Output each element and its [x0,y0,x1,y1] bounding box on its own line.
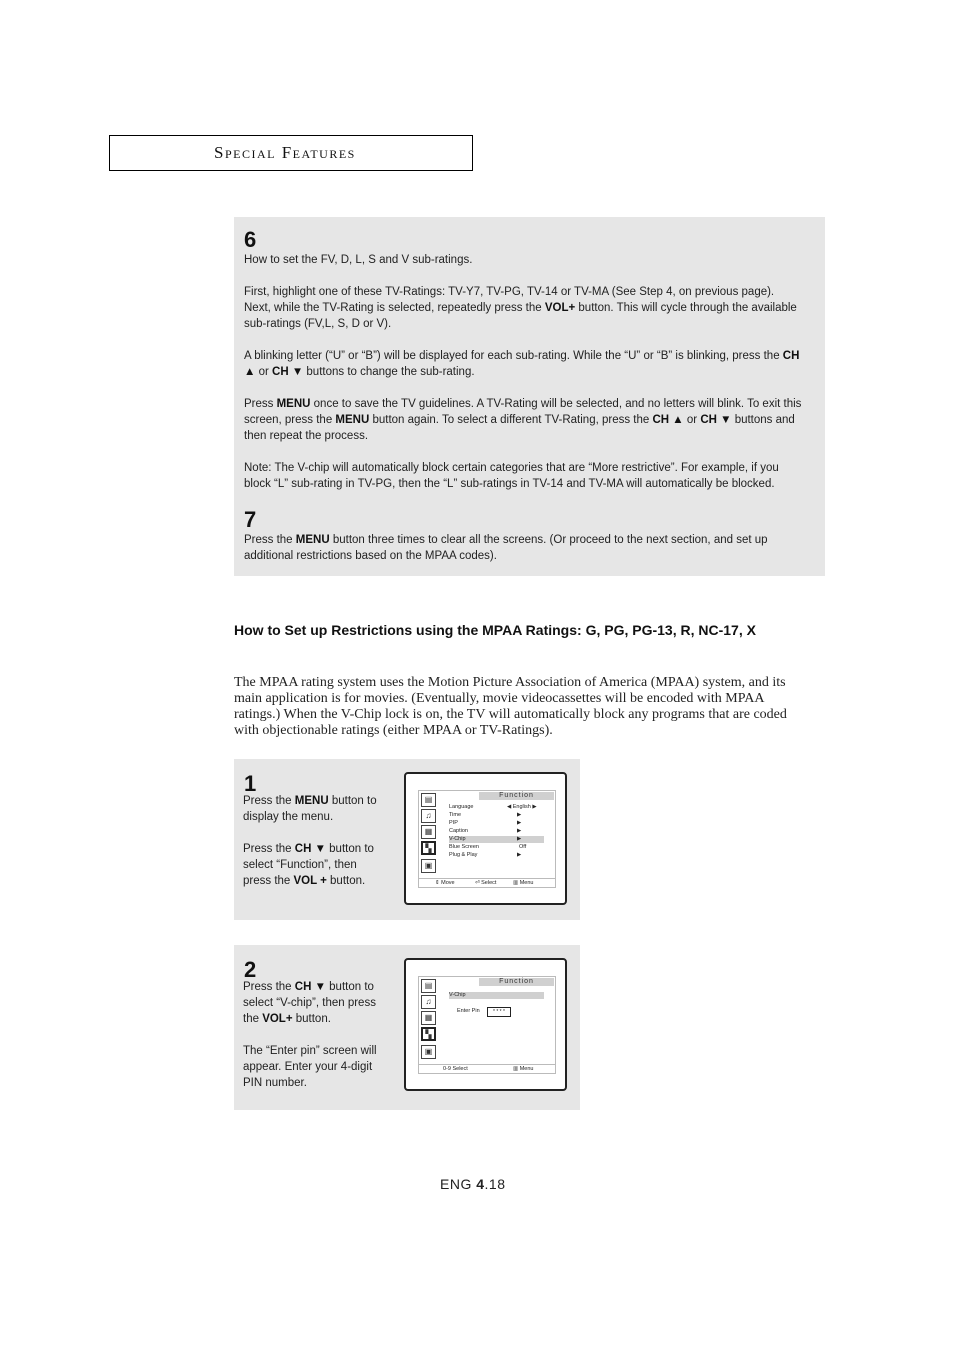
enter-pin-label: Enter Pin [457,1008,480,1014]
step-7-text: Press the MENU button three times to clear all the screens. (Or proceed to the next section, and set up additional restrictions based on the MPAA codes). [244,534,768,562]
step-6-para-3: A blinking letter (“U” or “B”) will be displayed for each sub-rating. While the “U” or “B” is blinking, press the CH ▲ or CH ▼ buttons to change the sub-rating. [244,350,800,378]
section-title: Special Features [214,143,356,162]
menu-item-blue-screen: Blue Screen Off [449,844,527,850]
step-2-number: 2 [244,957,257,982]
step-1-number: 1 [244,771,257,796]
step-2-text: Press the CH ▼ button to select “V-chip”, then press the VOL+ button. The “Enter pin” screen will appear. Enter your 4-digit PIN number. [243,981,377,1089]
menu-item-caption: Caption ▶ [449,828,522,834]
step-6-para-2: First, highlight one of these TV-Ratings: TV-Y7, TV-PG, TV-14 or TV-MA (See Step 4, on previous page). Next, while the TV-Rating is selected, repeatedly press the VOL+ button. This will cycle through the available sub-ratings (FV,L, S, D or V). [244,286,797,330]
step-6-para-4: Press MENU once to save the TV guidelines. A TV-Rating will be selected, and no letters will blink. To exit this screen, press the MENU button again. To select a different TV-Rating, press the CH ▲ or CH ▼ buttons and then repeat the process. [244,398,802,442]
mpaa-intro: The MPAA rating system uses the Motion Picture Association of America (MPAA) system, and its main application is for movies. (Eventually, movie videocassettes will be encoded with MPAA ratings.) When the V-Chip lock is on, the TV will automatically block any programs that are coded with objectionable ratings (either MPAA or TV-Ratings). [234,675,787,738]
function-icon: ▚ [421,1027,436,1041]
menu-item-language: Language ◀ English ▶ [449,804,537,810]
tv-screen-function-menu [404,772,567,905]
menu-bottom-bar: ⇕ Move ⏎ Select ▥ Menu [419,878,555,888]
function-icon: ▚ [421,841,436,855]
sound-icon: ♫ [421,809,436,823]
menu-item-vchip: V-Chip ▶ [449,836,544,843]
tv-screen-enter-pin [404,958,567,1091]
menu-screen [418,790,556,888]
step-7-number: 7 [244,507,257,532]
menu-title: Function [479,792,554,800]
step-6-note: Note: The V-chip will automatically block certain categories that are “More restrictive”. For example, if you block “L” sub-rating in TV-PG, then the “L” sub-ratings in TV-14 and TV-MA will automatically be blocked. [244,462,779,490]
step-6-text [244,252,804,508]
setup-icon: ▣ [421,1045,436,1059]
vchip-row: V-Chip [449,992,544,999]
pin-bottom-bar: 0-9 Select ▥ Menu [419,1064,555,1074]
channel-icon: ▦ [421,825,436,839]
pin-field: * * * * [487,1007,511,1017]
pin-screen [418,976,556,1074]
pin-menu-title: Function [479,978,554,986]
step-1-text: Press the MENU button to display the menu. Press the CH ▼ button to select “Function”, then press the VOL + button. [243,795,377,887]
channel-icon: ▦ [421,1011,436,1025]
section-header [109,135,473,171]
menu-item-plug-play: Plug & Play ▶ [449,852,522,858]
menu-item-time: Time ▶ [449,812,522,818]
step-6-intro: How to set the FV, D, L, S and V sub-ratings. [244,254,473,266]
step-2-panel [234,945,580,1110]
picture-icon: ▤ [421,793,436,807]
mpaa-heading: How to Set up Restrictions using the MPAA Ratings: G, PG, PG-13, R, NC-17, X [234,622,756,638]
step-6-number: 6 [244,227,257,252]
steps-6-7-panel [234,217,825,576]
sound-icon: ♫ [421,995,436,1009]
step-1-panel [234,759,580,920]
setup-icon: ▣ [421,859,436,873]
picture-icon: ▤ [421,979,436,993]
page-number: ENG 4.18 [440,1176,506,1192]
menu-item-pip: PIP ▶ [449,820,522,826]
